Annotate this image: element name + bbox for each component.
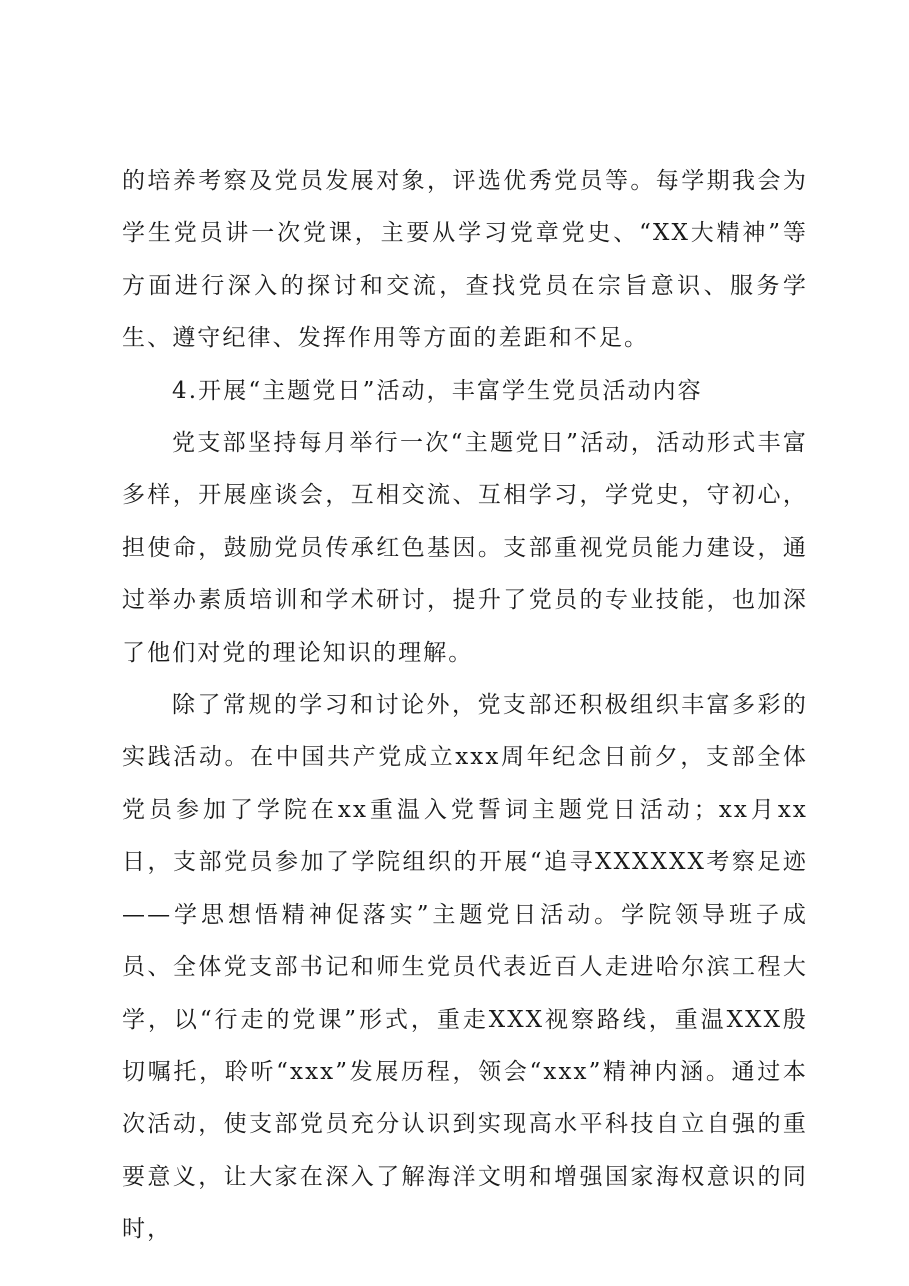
paragraph-continuation: 的培养考察及党员发展对象，评选优秀党员等。每学期我会为学生党员讲一次党课，主要从学习党章党史、“XX大精神”等方面进行深入的探讨和交流，查找党员在宗旨意识、服务学生、遵守纪律、发挥作用等方面的差距和不足。 <box>122 168 808 352</box>
paragraph-theme-day: 党支部坚持每月举行一次“主题党日”活动，活动形式丰富多样，开展座谈会，互相交流、互相学习，学党史，守初心，担使命，鼓励党员传承红色基因。支部重视党员能力建设，通过举办素质培训和学术研讨，提升了党员的专业技能，也加深了他们对党的理论知识的理解。 <box>122 430 808 666</box>
section-heading: 4.开展“主题党日”活动，丰富学生党员活动内容 <box>172 377 703 404</box>
paragraph-practice-activities: 除了常规的学习和讨论外，党支部还积极组织丰富多彩的实践活动。在中国共产党成立xxx周年纪念日前夕，支部全体党员参加了学院在xx重温入党誓词主题党日活动；xx月xx日，支部党员参加了学院组织的开展“追寻XXXXXX考察足迹——学思想悟精神促落实”主题党日活动。学院领导班子成员、全体党支部书记和师生党员代表近百人走进哈尔滨工程大学，以“行走的党课”形式，重走XXX视察路线，重温XXX殷切嘱托，聆听“xxx”发展历程，领会“xxx”精神内涵。通过本次活动，使支部党员充分认识到实现高水平科技自立自强的重要意义，让大家在深入了解海洋文明和增强国家海权意识的同时， <box>122 692 808 1243</box>
document-body <box>122 155 808 1256</box>
